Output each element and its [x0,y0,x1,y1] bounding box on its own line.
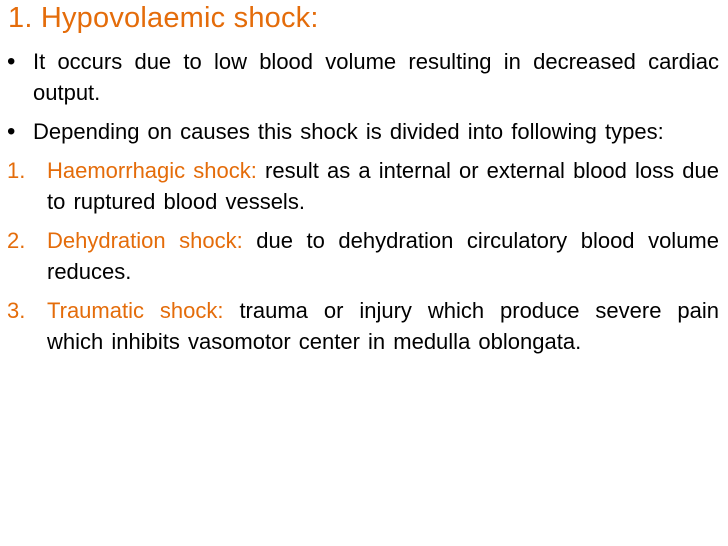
item-body [47,155,719,217]
item-text: result as a internal or external blood loss due to ruptured blood vessels. [47,158,719,214]
bullet-icon: • [7,48,16,75]
bullet-text: It occurs due to low blood volume resulting in decreased cardiac output. [33,49,719,105]
item-text: due to dehydration circulatory blood volume reduces. [47,228,719,284]
numbered-item [7,295,719,357]
item-body [47,225,719,287]
item-text: trauma or injury which produce severe pain which inhibits vasomotor center in medulla oblongata. [47,298,719,354]
slide-title: 1. Hypovolaemic shock: [8,2,319,34]
bullet-item [7,46,719,108]
bullet-item [7,116,719,147]
item-label: Haemorrhagic shock: [47,158,257,183]
bullet-text: Depending on causes this shock is divided into following types: [33,119,664,144]
item-number: 3. [7,298,26,323]
bullet-icon: • [7,118,16,145]
numbered-item [7,155,719,217]
item-number: 1. [7,158,26,183]
numbered-item [7,225,719,287]
slide-content [7,46,719,365]
item-label: Traumatic shock: [47,298,224,323]
item-label: Dehydration shock: [47,228,243,253]
item-number: 2. [7,228,26,253]
item-body [47,295,719,357]
